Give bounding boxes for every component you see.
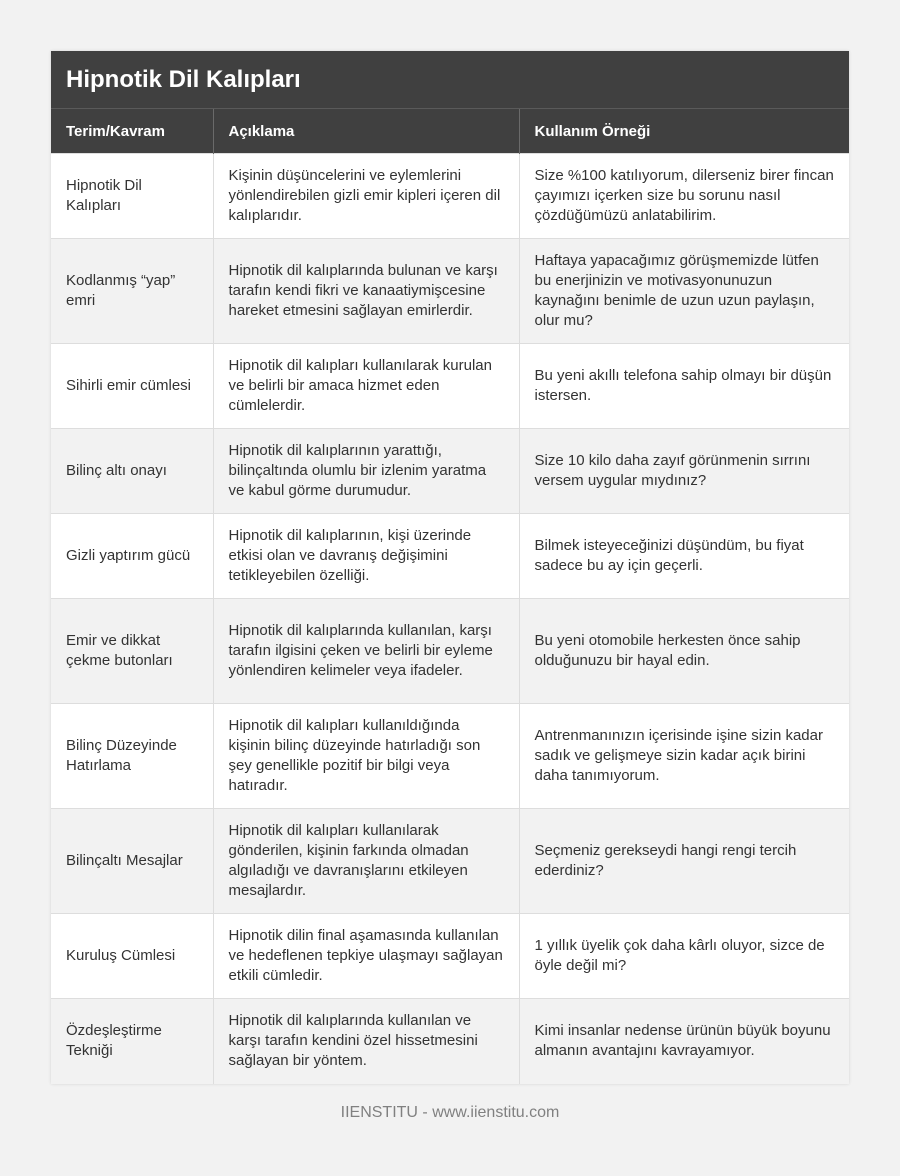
glossary-card bbox=[51, 51, 849, 1084]
term-cell: Özdeşleştirme Tekniği bbox=[51, 999, 213, 1084]
table-row bbox=[51, 344, 849, 429]
description-cell: Hipnotik dilin final aşamasında kullanılan ve hedeflenen tepkiye ulaşmayı sağlayan etkili cümledir. bbox=[213, 914, 519, 999]
table-row bbox=[51, 429, 849, 514]
footer-credit: IIENSTITU - www.iienstitu.com bbox=[340, 1104, 560, 1121]
example-cell: Bu yeni otomobile herkesten önce sahip olduğunuzu bir hayal edin. bbox=[519, 599, 849, 704]
term-cell: Bilinçaltı Mesajlar bbox=[51, 809, 213, 914]
description-cell: Hipnotik dil kalıplarında bulunan ve karşı tarafın kendi fikri ve kanaatiymişcesine hareket etmesini sağlayan emirlerdir. bbox=[213, 239, 519, 344]
term-cell: Kuruluş Cümlesi bbox=[51, 914, 213, 999]
column-header-term: Terim/Kavram bbox=[51, 109, 213, 154]
description-cell: Kişinin düşüncelerini ve eylemlerini yönlendirebilen gizli emir kipleri içeren dil kalıplarıdır. bbox=[213, 154, 519, 239]
example-cell: Size %100 katılıyorum, dilerseniz birer fincan çayımızı içerken size bu sorunu nasıl çözdüğümüzü anlatabilirim. bbox=[519, 154, 849, 239]
example-cell: Bu yeni akıllı telefona sahip olmayı bir düşün istersen. bbox=[519, 344, 849, 429]
term-cell: Sihirli emir cümlesi bbox=[51, 344, 213, 429]
example-cell: Seçmeniz gerekseydi hangi rengi tercih ederdiniz? bbox=[519, 809, 849, 914]
example-cell: 1 yıllık üyelik çok daha kârlı oluyor, sizce de öyle değil mi? bbox=[519, 914, 849, 999]
table-row bbox=[51, 704, 849, 809]
description-cell: Hipnotik dil kalıplarının, kişi üzerinde etkisi olan ve davranış değişimini tetikleyebilen özelliği. bbox=[213, 514, 519, 599]
description-cell: Hipnotik dil kalıplarında kullanılan ve karşı tarafın kendini özel hissetmesini sağlayan bir yöntem. bbox=[213, 999, 519, 1084]
example-cell: Size 10 kilo daha zayıf görünmenin sırrını versem uygular mıydınız? bbox=[519, 429, 849, 514]
table-title: Hipnotik Dil Kalıpları bbox=[51, 51, 849, 109]
term-cell: Bilinç altı onayı bbox=[51, 429, 213, 514]
term-cell: Gizli yaptırım gücü bbox=[51, 514, 213, 599]
term-cell: Hipnotik Dil Kalıpları bbox=[51, 154, 213, 239]
example-cell: Haftaya yapacağımız görüşmemizde lütfen bu enerjinizin ve motivasyonunuzun kaynağını benimle de uzun uzun paylaşın, olur mu? bbox=[519, 239, 849, 344]
example-cell: Antrenmanınızın içerisinde işine sizin kadar sadık ve gelişmeye sizin kadar açık birini daha tanımıyorum. bbox=[519, 704, 849, 809]
term-cell: Bilinç Düzeyinde Hatırlama bbox=[51, 704, 213, 809]
table-row bbox=[51, 914, 849, 999]
table-row bbox=[51, 514, 849, 599]
example-cell: Bilmek isteyeceğinizi düşündüm, bu fiyat sadece bu ay için geçerli. bbox=[519, 514, 849, 599]
column-header-description: Açıklama bbox=[213, 109, 519, 154]
table-header bbox=[51, 109, 849, 154]
description-cell: Hipnotik dil kalıplarında kullanılan, karşı tarafın ilgisini çeken ve belirli bir eyleme yönlendiren kelimeler veya ifadeler. bbox=[213, 599, 519, 704]
table-row bbox=[51, 999, 849, 1084]
term-cell: Kodlanmış “yap” emri bbox=[51, 239, 213, 344]
term-cell: Emir ve dikkat çekme butonları bbox=[51, 599, 213, 704]
description-cell: Hipnotik dil kalıpları kullanılarak gönderilen, kişinin farkında olmadan algıladığı ve davranışlarını etkileyen mesajlardır. bbox=[213, 809, 519, 914]
glossary-table bbox=[51, 109, 849, 1084]
description-cell: Hipnotik dil kalıpları kullanıldığında kişinin bilinç düzeyinde hatırladığı son şey genellikle pozitif bir bilgi veya hatıradır. bbox=[213, 704, 519, 809]
column-header-example: Kullanım Örneği bbox=[519, 109, 849, 154]
description-cell: Hipnotik dil kalıpları kullanılarak kurulan ve belirli bir amaca hizmet eden cümlelerdir. bbox=[213, 344, 519, 429]
table-row bbox=[51, 239, 849, 344]
table-row bbox=[51, 809, 849, 914]
example-cell: Kimi insanlar nedense ürünün büyük boyunu almanın avantajını kavrayamıyor. bbox=[519, 999, 849, 1084]
table-row bbox=[51, 154, 849, 239]
table-row bbox=[51, 599, 849, 704]
description-cell: Hipnotik dil kalıplarının yarattığı, bilinçaltında olumlu bir izlenim yaratma ve kabul görme durumudur. bbox=[213, 429, 519, 514]
